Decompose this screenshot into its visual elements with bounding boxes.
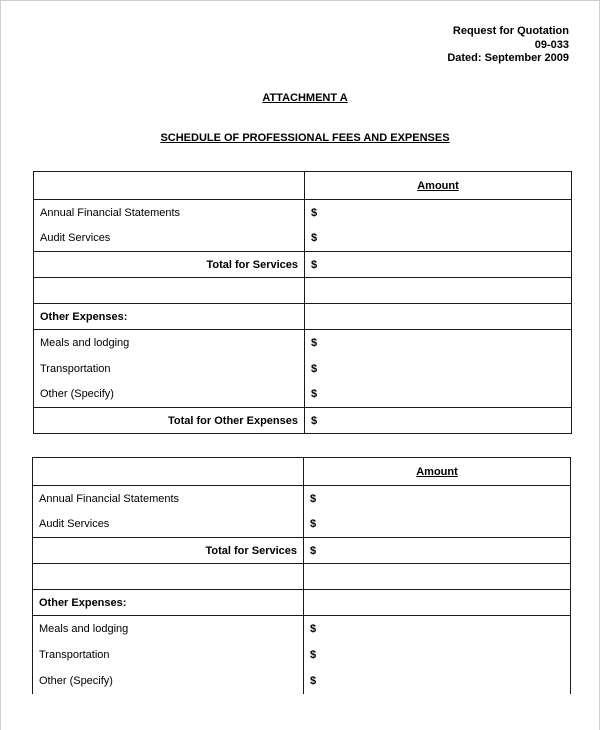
table-row xyxy=(33,512,571,538)
header-amount-cell xyxy=(305,172,572,200)
currency-symbol: $ xyxy=(311,336,318,349)
table-row xyxy=(33,486,571,512)
attachment-title: ATTACHMENT A xyxy=(262,92,348,104)
amount-field[interactable] xyxy=(304,538,571,564)
header-label-cell xyxy=(33,458,304,486)
amount-column-header: Amount xyxy=(417,179,459,192)
table-row xyxy=(34,356,572,382)
table-row-empty xyxy=(34,278,572,304)
amount-field[interactable] xyxy=(304,616,571,642)
row-label: Transportation xyxy=(33,642,304,668)
currency-symbol: $ xyxy=(310,674,317,687)
fees-table-2 xyxy=(32,457,571,694)
currency-symbol: $ xyxy=(310,518,317,531)
amount-field[interactable] xyxy=(304,668,571,694)
empty-cell xyxy=(304,590,571,616)
table-row xyxy=(34,252,572,278)
quotation-header xyxy=(447,25,569,66)
row-label: Audit Services xyxy=(34,226,305,252)
row-label: Annual Financial Statements xyxy=(34,200,305,226)
currency-symbol: $ xyxy=(311,414,318,427)
table-row xyxy=(33,642,571,668)
table-row xyxy=(34,382,572,408)
header-date-line: Dated: September 2009 xyxy=(447,52,569,64)
table-row-empty xyxy=(33,564,571,590)
total-services-label: Total for Services xyxy=(205,544,297,557)
fees-table-1 xyxy=(33,171,572,434)
row-label: Meals and lodging xyxy=(33,616,304,642)
amount-field[interactable] xyxy=(305,408,572,434)
table-row xyxy=(33,616,571,642)
row-label: Meals and lodging xyxy=(34,330,305,356)
table-row xyxy=(33,538,571,564)
empty-cell xyxy=(33,564,304,590)
table-row xyxy=(33,590,571,616)
currency-symbol: $ xyxy=(310,544,317,557)
empty-cell xyxy=(34,278,305,304)
other-expenses-label: Other Expenses: xyxy=(40,310,128,323)
currency-symbol: $ xyxy=(311,388,318,401)
table-row xyxy=(34,330,572,356)
header-number-line: 09-033 xyxy=(534,38,569,51)
currency-symbol: $ xyxy=(310,492,317,505)
currency-symbol: $ xyxy=(311,232,318,245)
total-other-expenses-label: Total for Other Expenses xyxy=(168,414,298,427)
header-label-cell xyxy=(34,172,305,200)
row-label: Other (Specify) xyxy=(33,668,304,694)
currency-symbol: $ xyxy=(311,206,318,219)
amount-column-header: Amount xyxy=(416,465,458,478)
currency-symbol: $ xyxy=(310,622,317,635)
schedule-title: SCHEDULE OF PROFESSIONAL FEES AND EXPENSES xyxy=(160,132,450,144)
amount-field[interactable] xyxy=(305,356,572,382)
header-request-line: Request for Quotation xyxy=(452,25,569,37)
row-label: Audit Services xyxy=(33,512,304,538)
amount-field[interactable] xyxy=(305,252,572,278)
amount-field[interactable] xyxy=(304,642,571,668)
row-label-cell xyxy=(34,252,305,278)
currency-symbol: $ xyxy=(311,362,318,375)
other-expenses-label: Other Expenses: xyxy=(39,596,127,609)
row-label-cell xyxy=(33,538,304,564)
row-label: Transportation xyxy=(34,356,305,382)
empty-cell xyxy=(304,564,571,590)
amount-field[interactable] xyxy=(305,200,572,226)
currency-symbol: $ xyxy=(310,648,317,661)
table-row xyxy=(34,408,572,434)
empty-cell xyxy=(305,278,572,304)
amount-field[interactable] xyxy=(304,486,571,512)
table-row xyxy=(33,668,571,694)
amount-field[interactable] xyxy=(304,512,571,538)
row-label-cell xyxy=(34,408,305,434)
total-services-label: Total for Services xyxy=(206,258,298,271)
row-label: Annual Financial Statements xyxy=(33,486,304,512)
row-label-cell xyxy=(34,304,305,330)
table-row xyxy=(34,200,572,226)
header-amount-cell xyxy=(304,458,571,486)
table-row xyxy=(34,226,572,252)
table-header-row xyxy=(33,458,571,486)
empty-cell xyxy=(305,304,572,330)
currency-symbol: $ xyxy=(311,258,318,271)
amount-field[interactable] xyxy=(305,226,572,252)
amount-field[interactable] xyxy=(305,330,572,356)
row-label: Other (Specify) xyxy=(34,382,305,408)
amount-field[interactable] xyxy=(305,382,572,408)
row-label-cell xyxy=(33,590,304,616)
table-row xyxy=(34,304,572,330)
table-header-row xyxy=(34,172,572,200)
